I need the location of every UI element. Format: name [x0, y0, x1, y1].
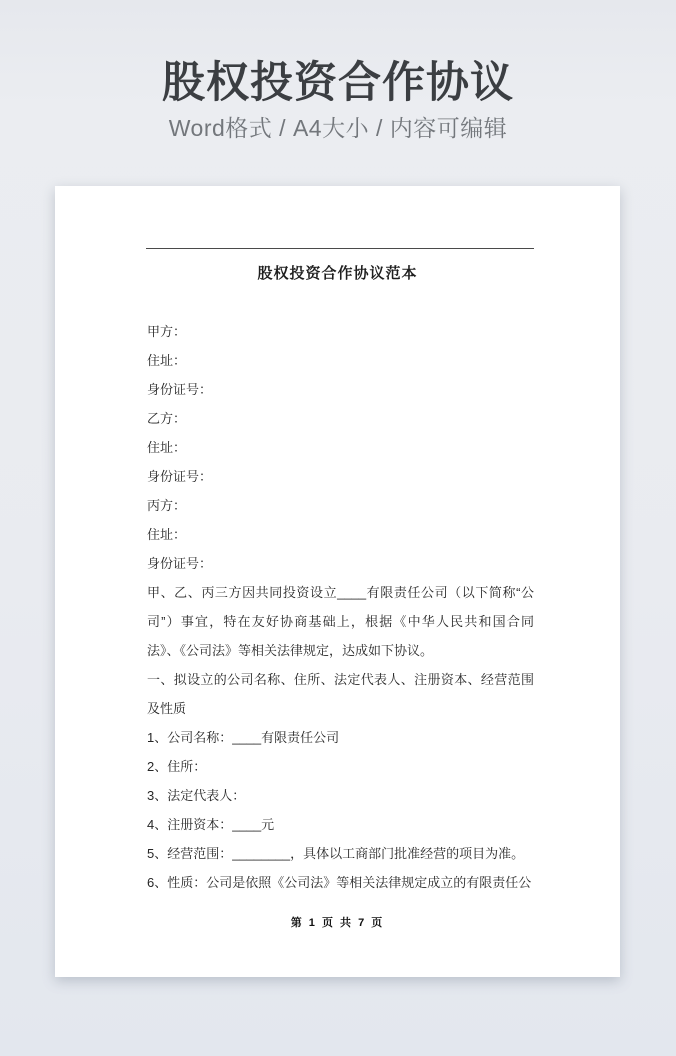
page-number-footer: 第 1 页 共 7 页 — [290, 917, 385, 929]
document-line: 身份证号： — [147, 556, 213, 571]
document-body — [147, 317, 534, 897]
document-line: 3、法定代表人： — [147, 788, 246, 803]
template-hero — [0, 58, 676, 142]
document-line: 4、注册资本：____元 — [147, 817, 275, 832]
document-line: 乙方： — [147, 411, 187, 426]
document-title: 股权投资合作协议范本 — [257, 265, 418, 282]
document-header-rule — [146, 248, 534, 249]
document-line: 身份证号： — [147, 382, 213, 397]
document-line: 6、性质：公司是依照《公司法》等相关法律规定成立的有限责任公 — [147, 875, 532, 890]
document-line: 住址： — [147, 440, 187, 455]
document-line: 1、公司名称：____有限责任公司 — [147, 730, 340, 745]
document-line: 甲方： — [147, 324, 187, 339]
document-line: 身份证号： — [147, 469, 213, 484]
template-title: 股权投资合作协议 — [162, 59, 514, 107]
document-page-preview — [55, 186, 620, 977]
document-line: 丙方： — [147, 498, 187, 513]
document-line: 2、住所： — [147, 759, 207, 774]
document-line: 住址： — [147, 353, 187, 368]
template-subtitle: Word格式 / A4大小 / 内容可编辑 — [168, 115, 508, 141]
document-line: 甲、乙、丙三方因共同投资设立____有限责任公司（以下简称“公司”）事宜，特在友好协商基础上，根据《中华人民共和国合同法》、《公司法》等相关法律规定，达成如下协议。 — [147, 585, 534, 658]
document-line: 5、经营范围：________，具体以工商部门批准经营的项目为准。 — [147, 846, 525, 861]
document-line: 一、拟设立的公司名称、住所、法定代表人、注册资本、经营范围及性质 — [147, 672, 534, 716]
document-line: 住址： — [147, 527, 187, 542]
